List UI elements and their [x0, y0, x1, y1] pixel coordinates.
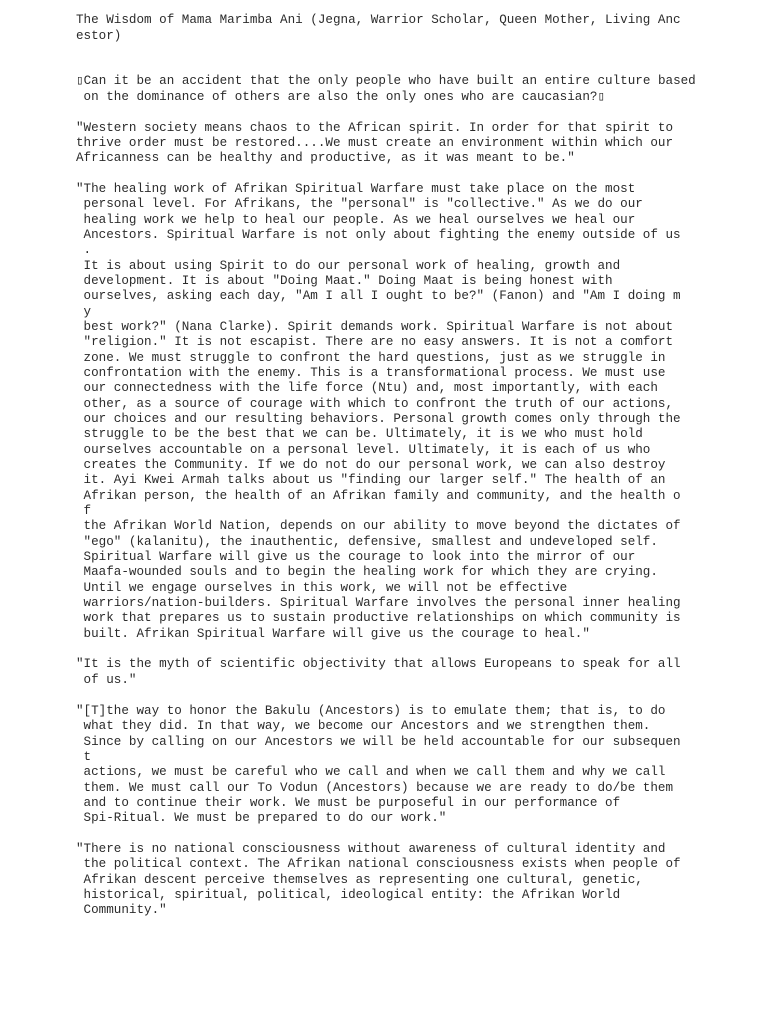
text-line: actions, we must be careful who we call and when we call them and why we call: [76, 765, 666, 779]
text-line: It is about using Spirit to do our personal work of healing, growth and: [76, 259, 621, 273]
text-line: t: [76, 750, 92, 764]
text-line: best work?" (Nana Clarke). Spirit demands work. Spiritual Warfare is not about: [76, 320, 674, 334]
text-line: Spi-Ritual. We must be prepared to do our work.": [76, 811, 447, 825]
document-title-line-2: estor): [76, 29, 122, 43]
text-line: the political context. The Afrikan national consciousness exists when people of: [76, 857, 681, 871]
text-line: y: [76, 305, 92, 319]
text-line: "ego" (kalanitu), the inauthentic, defensive, smallest and undeveloped self.: [76, 535, 658, 549]
text-line: it. Ayi Kwei Armah talks about us "finding our larger self." The health of an: [76, 473, 666, 487]
text-line: Community.": [76, 903, 167, 917]
text-line: what they did. In that way, we become our Ancestors and we strengthen them.: [76, 719, 651, 733]
text-line: "religion." It is not escapist. There are no easy answers. It is not a comfort: [76, 335, 674, 349]
text-line: creates the Community. If we do not do our personal work, we can also destroy: [76, 458, 666, 472]
text-line: the Afrikan World Nation, depends on our ability to move beyond the dictates of: [76, 519, 681, 533]
text-line: other, as a source of courage with which to confront the truth of our actions,: [76, 397, 674, 411]
text-line: zone. We must struggle to confront the hard questions, just as we struggle in: [76, 351, 666, 365]
text-line: Afrikan person, the health of an Afrikan family and community, and the health o: [76, 489, 681, 503]
text-line: development. It is about "Doing Maat." Doing Maat is being honest with: [76, 274, 613, 288]
text-line: Ancestors. Spiritual Warfare is not only about fighting the enemy outside of us: [76, 228, 681, 242]
text-line: confrontation with the enemy. This is a transformational process. We must use: [76, 366, 666, 380]
text-line: struggle to be the best that we can be. Ultimately, it is we who must hold: [76, 427, 643, 441]
text-line: ourselves accountable on a personal level. Ultimately, it is each of us who: [76, 443, 651, 457]
text-line: f: [76, 504, 92, 518]
text-line: Spiritual Warfare will give us the courage to look into the mirror of our: [76, 550, 636, 564]
text-line: built. Afrikan Spiritual Warfare will give us the courage to heal.": [76, 627, 590, 641]
text-line: "It is the myth of scientific objectivity that allows Europeans to speak for all: [76, 657, 681, 671]
text-line: "The healing work of Afrikan Spiritual Warfare must take place on the most: [76, 182, 636, 196]
text-line: healing work we help to heal our people. As we heal ourselves we heal our: [76, 213, 636, 227]
text-line: historical, spiritual, political, ideological entity: the Afrikan World: [76, 888, 621, 902]
text-line: work that prepares us to sustain productive relationships on which community is: [76, 611, 681, 625]
text-line: warriors/nation-builders. Spiritual Warfare involves the personal inner healing: [76, 596, 681, 610]
text-line: "[T]the way to honor the Bakulu (Ancestors) is to emulate them; that is, to do: [76, 704, 666, 718]
text-line: Since by calling on our Ancestors we will be held accountable for our subsequen: [76, 735, 681, 749]
text-line: on the dominance of others are also the only ones who are caucasian?▯: [76, 90, 606, 104]
text-line: ▯Can it be an accident that the only people who have built an entire culture based: [76, 74, 696, 88]
text-line: Africanness can be healthy and productive, as it was meant to be.": [76, 151, 575, 165]
text-line: and to continue their work. We must be purposeful in our performance of: [76, 796, 621, 810]
text-line: our connectedness with the life force (Ntu) and, most importantly, with each: [76, 381, 658, 395]
text-line: thrive order must be restored....We must create an environment within which our: [76, 136, 674, 150]
text-line: our choices and our resulting behaviors. Personal growth comes only through the: [76, 412, 681, 426]
text-line: personal level. For Afrikans, the "personal" is "collective." As we do our: [76, 197, 643, 211]
text-line: "Western society means chaos to the African spirit. In order for that spirit to: [76, 121, 674, 135]
text-line: "There is no national consciousness without awareness of cultural identity and: [76, 842, 666, 856]
text-line: Until we engage ourselves in this work, we will not be effective: [76, 581, 568, 595]
text-line: ourselves, asking each day, "Am I all I ought to be?" (Fanon) and "Am I doing m: [76, 289, 681, 303]
text-line: Afrikan descent perceive themselves as representing one cultural, genetic,: [76, 873, 643, 887]
text-line: of us.": [76, 673, 137, 687]
text-line: .: [76, 243, 92, 257]
text-line: them. We must call our To Vodun (Ancestors) because we are ready to do/be them: [76, 781, 674, 795]
document-title-line-1: The Wisdom of Mama Marimba Ani (Jegna, Warrior Scholar, Queen Mother, Living Anc: [76, 13, 681, 27]
text-line: Maafa-wounded souls and to begin the healing work for which they are crying.: [76, 565, 658, 579]
